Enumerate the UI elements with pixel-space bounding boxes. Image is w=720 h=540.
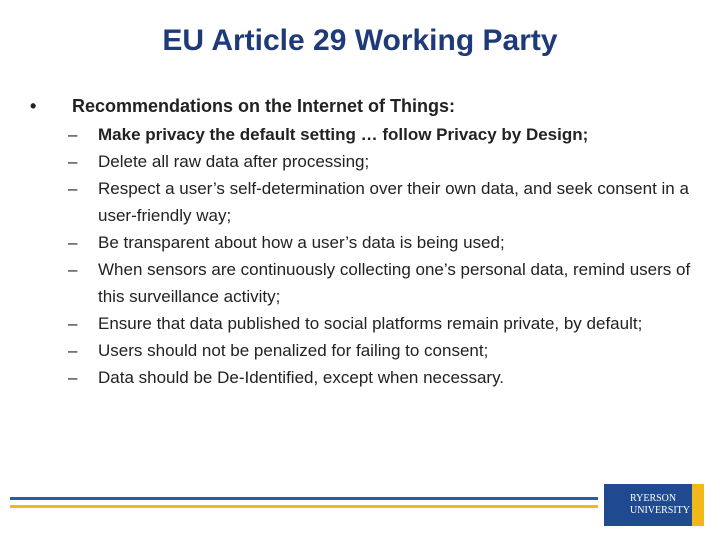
main-bullet-text: Recommendations on the Internet of Things: <box>72 96 456 116</box>
bullet-marker: • <box>30 96 37 116</box>
footer-rule-gold <box>10 505 598 508</box>
footer-rules <box>10 497 598 508</box>
sub-bullet-item <box>30 175 700 229</box>
dash-marker: – <box>68 179 78 198</box>
sub-bullet-text: Respect a user’s self-determination over their own data, and seek consent in a user-friendly way; <box>98 179 689 225</box>
sub-bullet-item <box>30 256 700 310</box>
slide-content <box>30 91 700 391</box>
sub-bullet-text: Make privacy the default setting … follow Privacy by Design; <box>98 125 589 144</box>
dash-marker: – <box>68 233 78 252</box>
slide-title: EU Article 29 Working Party <box>162 24 558 57</box>
sub-bullet-text: Users should not be penalized for failing to consent; <box>98 341 489 360</box>
sub-bullet-item <box>30 148 700 175</box>
sub-bullet-item <box>30 229 700 256</box>
sub-bullet-item <box>30 310 700 337</box>
dash-marker: – <box>68 152 78 171</box>
sub-bullet-item <box>30 364 700 391</box>
footer-rule-blue <box>10 497 598 500</box>
sub-bullet-text: Ensure that data published to social platforms remain private, by default; <box>98 314 643 333</box>
logo-line-1: RYERSON <box>630 493 677 504</box>
sub-bullet-list <box>30 121 700 391</box>
sub-bullet-item <box>30 337 700 364</box>
dash-marker: – <box>68 314 78 333</box>
ryerson-university-logo <box>604 484 704 526</box>
dash-marker: – <box>68 260 78 279</box>
sub-bullet-text: Data should be De-Identified, except when necessary. <box>98 368 505 387</box>
main-bullet <box>30 91 700 121</box>
dash-marker: – <box>68 341 78 360</box>
dash-marker: – <box>68 125 78 144</box>
dash-marker: – <box>68 368 78 387</box>
sub-bullet-text: Delete all raw data after processing; <box>98 152 370 171</box>
sub-bullet-item <box>30 121 700 148</box>
sub-bullet-text: When sensors are continuously collecting one’s personal data, remind users of this surveillance activity; <box>98 260 691 306</box>
logo-line-2: UNIVERSITY <box>630 505 690 516</box>
sub-bullet-text: Be transparent about how a user’s data is being used; <box>98 233 505 252</box>
